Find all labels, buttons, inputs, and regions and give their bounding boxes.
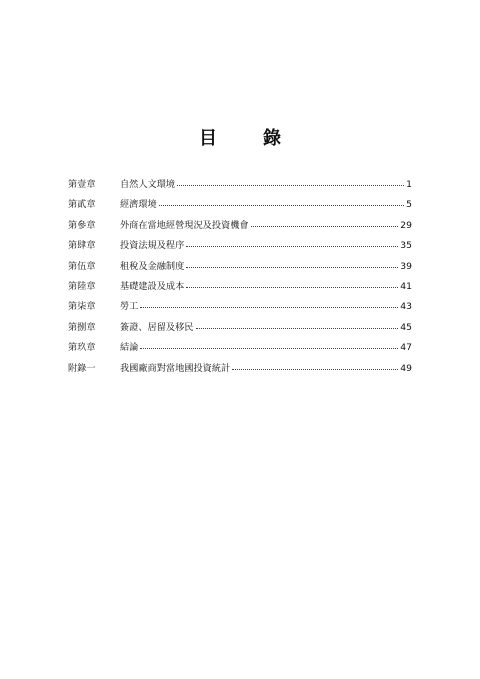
- toc-leader-dots: [232, 369, 398, 370]
- toc-chapter-title: 我國廠商對當地國投資統計: [120, 362, 231, 374]
- toc-entry: [68, 237, 412, 257]
- toc-chapter-title: 基礎建設及成本: [120, 280, 185, 292]
- toc-page-number: 5: [406, 199, 412, 211]
- toc-entry: [68, 298, 412, 318]
- toc-chapter-number: 第陸章: [68, 280, 96, 292]
- toc-chapter-number: 第柒章: [68, 301, 96, 313]
- toc-page-number: 45: [400, 321, 412, 333]
- toc-chapter-number: 第玖章: [68, 342, 96, 354]
- toc-leader-dots: [177, 185, 404, 186]
- toc-entry: [68, 196, 412, 216]
- toc-page-number: 39: [400, 260, 412, 272]
- toc-entry: [68, 319, 412, 339]
- toc-leader-dots: [251, 226, 399, 227]
- toc-chapter-number: 第伍章: [68, 260, 96, 272]
- toc-entry: [68, 278, 412, 298]
- toc-leader-dots: [196, 328, 399, 329]
- toc-page-number: 49: [400, 362, 412, 374]
- toc-entry: [68, 176, 412, 196]
- toc-page-number: 43: [400, 301, 412, 313]
- table-of-contents: [68, 176, 412, 380]
- page-title: 目 錄: [199, 128, 295, 149]
- toc-entry: [68, 217, 412, 237]
- toc-leader-dots: [159, 205, 404, 206]
- toc-chapter-title: 投資法規及程序: [120, 240, 185, 252]
- toc-leader-dots: [186, 246, 398, 247]
- toc-page-number: 41: [400, 280, 412, 292]
- toc-page-number: 47: [400, 342, 412, 354]
- toc-entry: [68, 258, 412, 278]
- toc-chapter-title: 經濟環境: [120, 199, 157, 211]
- toc-chapter-title: 結論: [120, 342, 139, 354]
- toc-leader-dots: [140, 307, 398, 308]
- toc-chapter-title: 外商在當地經營現況及投資機會: [120, 219, 249, 231]
- toc-entry: [68, 339, 412, 359]
- toc-chapter-title: 租稅及金融制度: [120, 260, 185, 272]
- toc-chapter-number: 第壹章: [68, 179, 96, 190]
- toc-chapter-title: 勞工: [120, 301, 139, 313]
- toc-leader-dots: [186, 267, 398, 268]
- toc-page-number: 35: [400, 240, 412, 252]
- toc-chapter-number: 第捌章: [68, 321, 96, 333]
- toc-chapter-title: 簽證、居留及移民: [120, 321, 194, 333]
- toc-page-number: 1: [406, 179, 412, 190]
- toc-chapter-number: 第肆章: [68, 240, 96, 252]
- toc-chapter-number: 第貳章: [68, 199, 96, 211]
- toc-entry: [68, 360, 412, 380]
- toc-chapter-number: 第參章: [68, 219, 96, 231]
- toc-chapter-number: 附錄一: [68, 362, 96, 374]
- toc-page-number: 29: [400, 219, 412, 231]
- toc-leader-dots: [140, 348, 398, 349]
- toc-chapter-title: 自然人文環境: [120, 179, 176, 190]
- toc-leader-dots: [186, 287, 398, 288]
